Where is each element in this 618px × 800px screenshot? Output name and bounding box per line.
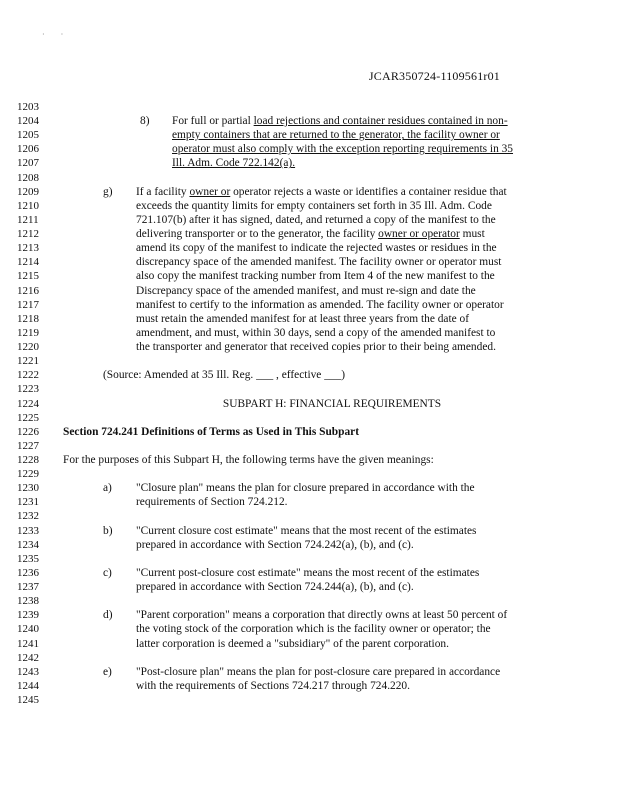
line-text [0,397,618,411]
text-segment: For the purposes of this Subpart H, the following terms have the given meanings: [63,454,434,466]
document-line [0,637,618,651]
text-segment: SUBPART H: FINANCIAL REQUIREMENTS [222,397,442,410]
text-segment: "Current post-closure cost estimate" means the most recent of the estimates [136,566,480,579]
line-text [136,241,497,255]
document-line [0,382,618,396]
document-line [0,100,618,114]
text-segment: "Post-closure plan" means the plan for post-closure care prepared in accordance [136,665,501,678]
document-line [0,227,618,241]
document-line [0,114,618,128]
line-number: 1209 [17,185,39,198]
line-number: 1215 [17,270,39,283]
document-line [0,679,618,693]
line-text [63,453,434,467]
document-line [0,128,618,142]
document-line [0,298,618,312]
underlined-text: owner or operator [378,228,460,241]
line-text [136,524,476,538]
line-text [136,608,507,622]
document-line [0,552,618,566]
text-segment: amendment, and must, within 30 days, send a copy of the amended manifest to [136,326,496,339]
document-line [0,467,618,481]
line-number: 1211 [17,213,39,226]
line-number: 1241 [17,637,39,650]
line-number: 1207 [17,157,39,170]
line-text [172,156,295,170]
text-segment: latter corporation is deemed a "subsidiary" of the parent corporation. [136,637,449,650]
line-text [136,481,475,495]
line-number: 1245 [17,694,39,707]
line-number: 1226 [17,425,39,438]
line-number: 1229 [17,468,39,481]
document-line [0,425,618,439]
document-line [0,524,618,538]
line-number: 1242 [17,651,39,664]
line-number: 1210 [17,199,39,212]
item-label: a) [103,482,112,495]
line-number: 1218 [17,312,39,325]
text-segment: "Closure plan" means the plan for closure prepared in accordance with the [136,482,475,495]
underlined-text: operator must also comply with the exception reporting requirements in 35 [172,143,514,156]
document-line [0,171,618,185]
text-segment: requirements of Section 724.212. [136,496,288,509]
document-line [0,495,618,509]
document-line [0,354,618,368]
line-text [136,580,414,594]
line-text [136,298,504,312]
line-text [136,199,492,213]
line-text [136,679,410,693]
text-segment: (Source: Amended at 35 Ill. Reg. ___ , effective ___) [103,369,346,382]
document-line [0,397,618,411]
text-segment: the transporter and generator that received copies prior to their being amended. [136,341,496,354]
text-segment: manifest to certify to the information as amended. The facility owner or operator [136,298,504,311]
line-number: 1221 [17,355,39,368]
line-text [136,566,479,580]
item-label: g) [103,185,113,198]
line-number: 1231 [17,496,39,509]
line-text [136,227,485,241]
text-segment: the voting stock of the corporation which is the facility owner or operator; the [136,623,491,636]
text-segment: amend its copy of the manifest to indicate the rejected wastes or residues in the [136,242,497,255]
underlined-text: owner or [189,185,231,198]
line-text [136,637,449,651]
text-segment: discrepancy space of the amended manifest. The facility owner or operator must [136,256,502,269]
text-segment: must [459,228,485,241]
line-text [63,425,359,439]
document-line [0,594,618,608]
line-number: 1217 [17,298,39,311]
document-line [0,284,618,298]
text-segment: If a facility [136,185,190,198]
text-segment: exceeds the quantity limits for empty containers set forth in 35 Ill. Adm. Code [136,199,492,212]
line-number: 1234 [17,538,39,551]
item-label: d) [103,609,113,622]
line-number: 1233 [17,524,39,537]
line-text [172,142,513,156]
line-number: 1225 [17,411,39,424]
line-number: 1232 [17,510,39,523]
document-line [0,213,618,227]
document-line [0,411,618,425]
line-number: 1219 [17,326,39,339]
line-number: 1208 [17,171,39,184]
text-segment: with the requirements of Sections 724.217 through 724.220. [136,679,410,692]
line-text [136,326,495,340]
line-text [136,538,414,552]
document-line [0,241,618,255]
line-text [136,255,501,269]
line-number: 1237 [17,581,39,594]
item-label: 8) [140,115,150,128]
line-number: 1228 [17,454,39,466]
line-number: 1206 [17,143,39,156]
document-line [0,651,618,665]
document-line [0,566,618,580]
text-segment: must retain the amended manifest for at least three years from the date of [136,312,470,325]
document-line [0,142,618,156]
underlined-text: empty containers that are returned to the generator, the facility owner or [172,129,500,142]
line-number: 1230 [17,482,39,495]
line-number: 1223 [17,383,39,396]
scan-artifact: · · [42,30,64,39]
document-line [0,255,618,269]
item-label: b) [103,524,113,537]
line-number: 1238 [17,595,39,608]
line-number: 1220 [17,341,39,354]
text-segment: 721.107(b) after it has signed, dated, and returned a copy of the manifest to the [136,213,496,226]
line-number: 1204 [17,115,39,128]
line-number: 1205 [17,129,39,142]
document-line [0,538,618,552]
text-segment: also copy the manifest tracking number from Item 4 of the new manifest to the [136,270,495,283]
line-number: 1216 [17,284,39,297]
line-number: 1239 [17,609,39,622]
document-line [0,340,618,354]
text-segment: operator rejects a waste or identifies a container residue that [230,185,507,198]
underlined-text: Ill. Adm. Code 722.142(a). [172,157,296,170]
document-line [0,622,618,636]
line-number: 1227 [17,439,39,452]
line-number: 1203 [17,101,39,113]
line-number: 1240 [17,623,39,636]
line-number: 1213 [17,242,39,255]
document-line [0,312,618,326]
text-segment: For full or partial [172,115,254,128]
document-line [0,665,618,679]
line-text [172,114,508,128]
section-heading-text: Section 724.241 Definitions of Terms as Used in This Subpart [63,425,359,438]
line-number: 1243 [17,665,39,678]
document-line [0,509,618,523]
document-line [0,156,618,170]
document-line [0,368,618,382]
line-text [136,213,496,227]
document-line [0,199,618,213]
line-text [136,622,491,636]
line-text [136,340,496,354]
document-line [0,269,618,283]
document-line [0,481,618,495]
text-segment: Discrepancy space of the amended manifest, and must re-sign and date the [136,284,476,297]
line-number: 1235 [17,552,39,565]
line-number: 1212 [17,228,39,241]
underlined-text: load rejections and container residues contained in non- [253,115,508,128]
document-line [0,185,618,199]
line-text [136,665,500,679]
line-number: 1214 [17,256,39,269]
line-number: 1224 [17,397,39,410]
line-text [136,284,476,298]
document-line [0,693,618,707]
line-number: 1222 [17,369,39,382]
line-text [172,128,500,142]
document-line [0,608,618,622]
document-line [0,453,618,467]
document-id-header: JCAR350724-1109561r01 [368,69,500,83]
text-segment: prepared in accordance with Section 724.244(a), (b), and (c). [136,581,414,594]
line-text [136,312,469,326]
line-text [103,368,345,382]
item-label: e) [103,665,112,678]
item-label: c) [103,566,112,579]
line-text [136,495,288,509]
text-segment: "Current closure cost estimate" means that the most recent of the estimates [136,524,477,537]
line-number: 1244 [17,679,39,692]
document-line [0,580,618,594]
text-segment: delivering transporter or to the generator, the facility [136,228,379,241]
document-line [0,326,618,340]
document-line [0,439,618,453]
line-text [136,185,507,199]
text-segment: prepared in accordance with Section 724.242(a), (b), and (c). [136,538,414,551]
line-number: 1236 [17,566,39,579]
line-text [136,269,495,283]
text-segment: "Parent corporation" means a corporation that directly owns at least 50 percent of [136,609,508,622]
